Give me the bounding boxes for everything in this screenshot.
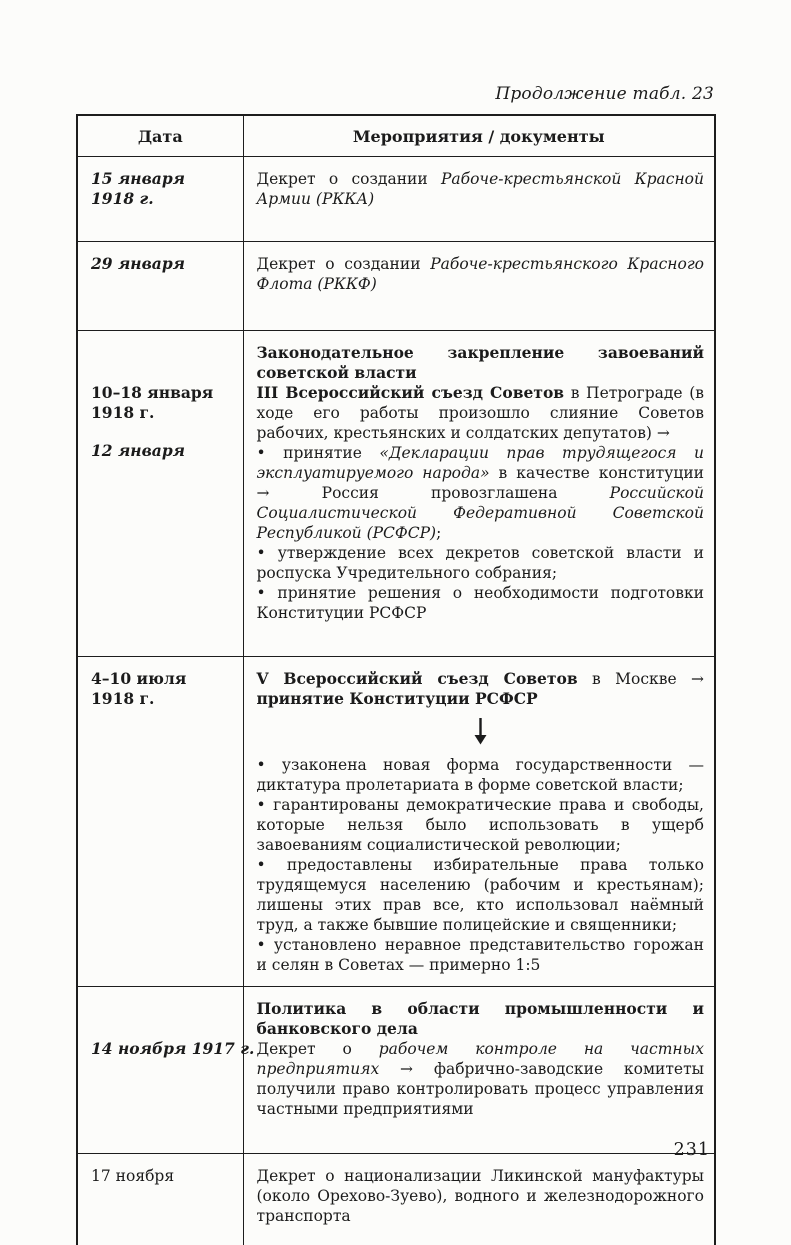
- paragraph: Декрет о рабочем контроле на частных предприятиях → фабрично-заводские комитеты получили право контролировать процесс управления частными предприятиями: [256, 1040, 704, 1118]
- events-table: [76, 114, 716, 1245]
- column-header-events: Мероприятия / документы: [243, 115, 715, 157]
- paragraph: Декрет о национализации Ликинской мануфактуры (около Орехово-Зуево), водного и железнодорожного транспорта: [256, 1167, 704, 1225]
- table-row: [77, 242, 715, 331]
- date-text: 29 января: [91, 254, 185, 273]
- date-text: 10–18 января 1918 г.: [91, 383, 214, 422]
- table-row: [77, 331, 715, 657]
- paragraph: • установлено неравное представительство горожан и селян в Советах — примерно 1:5: [256, 936, 704, 974]
- table-continuation-label: Продолжение табл. 23: [495, 84, 714, 104]
- paragraph: Законодательное закрепление завоеваний советской власти: [256, 343, 704, 382]
- date-cell: [77, 331, 243, 657]
- page-number: 231: [673, 1140, 710, 1160]
- paragraph: • утверждение всех декретов советской власти и роспуска Учредительного собрания;: [256, 544, 704, 582]
- arrow-down-icon: [257, 718, 705, 745]
- column-header-date: Дата: [77, 115, 243, 157]
- date-cell: [77, 157, 243, 242]
- paragraph: Политика в области промышленности и банковского дела: [256, 999, 704, 1038]
- table-row: [77, 987, 715, 1154]
- events-cell: [243, 657, 715, 987]
- events-cell: [243, 331, 715, 657]
- paragraph: • предоставлены избирательные права только трудящемуся населению (рабочим и крестьянам); лишены этих прав все, кто использовал наёмный труд, а также бывшие полицейские и священники;: [256, 856, 704, 934]
- table-row: [77, 657, 715, 987]
- table-header-row: [77, 115, 715, 157]
- date-text: 14 ноября 1917 г.: [91, 1039, 255, 1058]
- paragraph: Декрет о создании Рабоче-крестьянского Красного Флота (РККФ): [256, 255, 704, 293]
- date-text: 4–10 июля 1918 г.: [91, 669, 187, 708]
- date-text: 12 января: [91, 441, 185, 460]
- paragraph: • принятие решения о необходимости подготовки Конституции РСФСР: [256, 584, 704, 622]
- events-cell: [243, 1154, 715, 1245]
- table-row: [77, 1154, 715, 1245]
- paragraph: • гарантированы демократические права и свободы, которые нельзя было использовать в ущерб завоеваниям социалистической революции;: [256, 796, 704, 854]
- paragraph: • узаконена новая форма государственности — диктатура пролетариата в форме советской власти;: [256, 756, 704, 794]
- date-cell: [77, 657, 243, 987]
- date-cell: [77, 1154, 243, 1245]
- paragraph: • принятие «Декларации прав трудящегося и эксплуатируемого народа» в качестве конституции → Россия провозглашена Российской Социалистической Федеративной Советской Республикой (РСФСР);: [256, 444, 704, 542]
- events-cell: [243, 242, 715, 331]
- date-cell: [77, 242, 243, 331]
- paragraph: V Всероссийский съезд Советов в Москве → принятие Конституции РСФСР: [256, 669, 704, 708]
- paragraph: III Всероссийский съезд Советов в Петрограде (в ходе его работы произошло слияние Советов рабочих, крестьянских и солдатских депутатов) →: [256, 383, 704, 442]
- events-cell: [243, 987, 715, 1154]
- paragraph: Декрет о создании Рабоче-крестьянской Красной Армии (РККА): [256, 170, 704, 208]
- date-text: 15 января 1918 г.: [91, 169, 185, 208]
- date-text: 17 ноября: [91, 1167, 175, 1185]
- date-cell: [77, 987, 255, 1154]
- events-cell: [243, 157, 715, 242]
- table-row: [77, 157, 715, 242]
